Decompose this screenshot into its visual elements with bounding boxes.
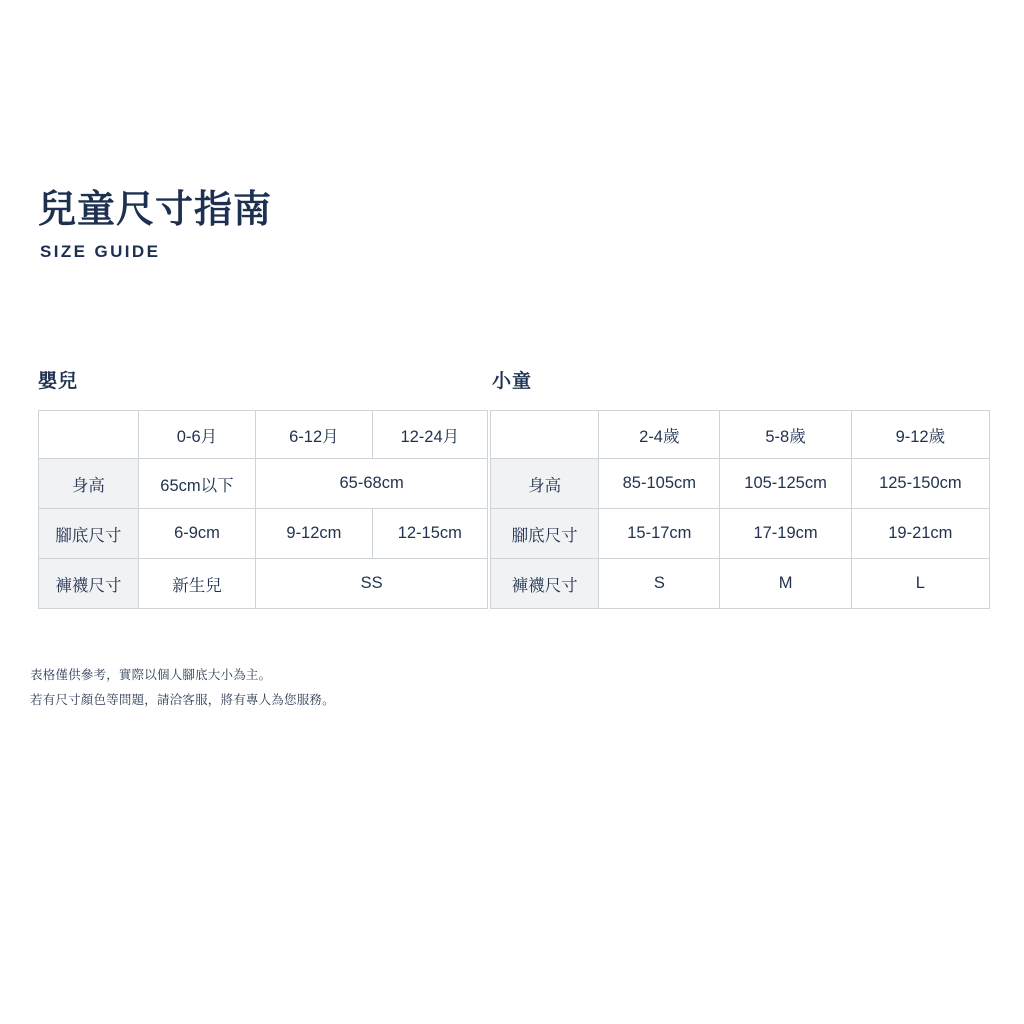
table-cell: 19-21cm — [851, 509, 989, 559]
table-header-row — [39, 411, 488, 459]
table-cell: 12-15cm — [372, 509, 487, 559]
row-header: 腳底尺寸 — [39, 509, 139, 559]
table-row — [39, 509, 488, 559]
column-header: 12-24月 — [372, 411, 487, 459]
table-cell: 15-17cm — [599, 509, 720, 559]
column-header: 5-8歲 — [720, 411, 851, 459]
table-corner-cell — [491, 411, 599, 459]
row-header: 腳底尺寸 — [491, 509, 599, 559]
table-cell: M — [720, 559, 851, 609]
table-corner-cell — [39, 411, 139, 459]
table-cell: SS — [256, 559, 488, 609]
column-header: 0-6月 — [138, 411, 255, 459]
table-cell: 105-125cm — [720, 459, 851, 509]
table-row — [491, 509, 990, 559]
table-cell: 9-12cm — [256, 509, 372, 559]
table-cell: 65cm以下 — [138, 459, 255, 509]
section-heading-baby: 嬰兒 — [38, 371, 79, 392]
footnote-line: 若有尺寸顏色等問題，請洽客服，將有專人為您服務。 — [30, 693, 335, 707]
page-subtitle: SIZE GUIDE — [40, 241, 161, 261]
row-header: 褲襪尺寸 — [491, 559, 599, 609]
table-row — [39, 559, 488, 609]
table-cell: L — [851, 559, 989, 609]
page-title: 兒童尺寸指南 — [38, 189, 273, 231]
column-header: 9-12歲 — [851, 411, 989, 459]
row-header: 身高 — [39, 459, 139, 509]
table-cell: 6-9cm — [138, 509, 255, 559]
table-cell: 新生兒 — [138, 559, 255, 609]
table-cell: 65-68cm — [256, 459, 488, 509]
title-block — [38, 190, 272, 262]
table-row — [39, 459, 488, 509]
table-cell: 17-19cm — [720, 509, 851, 559]
table-row — [491, 459, 990, 509]
table-cell: 85-105cm — [599, 459, 720, 509]
table-row — [491, 559, 990, 609]
size-table-baby — [38, 410, 488, 609]
footnotes — [30, 663, 335, 713]
table-header-row — [491, 411, 990, 459]
column-header: 2-4歲 — [599, 411, 720, 459]
size-table-kid — [490, 410, 990, 609]
table-cell: 125-150cm — [851, 459, 989, 509]
row-header: 身高 — [491, 459, 599, 509]
section-heading-kid: 小童 — [492, 371, 533, 392]
footnote-line: 表格僅供參考，實際以個人腳底大小為主。 — [30, 668, 272, 682]
row-header: 褲襪尺寸 — [39, 559, 139, 609]
table-cell: S — [599, 559, 720, 609]
column-header: 6-12月 — [256, 411, 372, 459]
